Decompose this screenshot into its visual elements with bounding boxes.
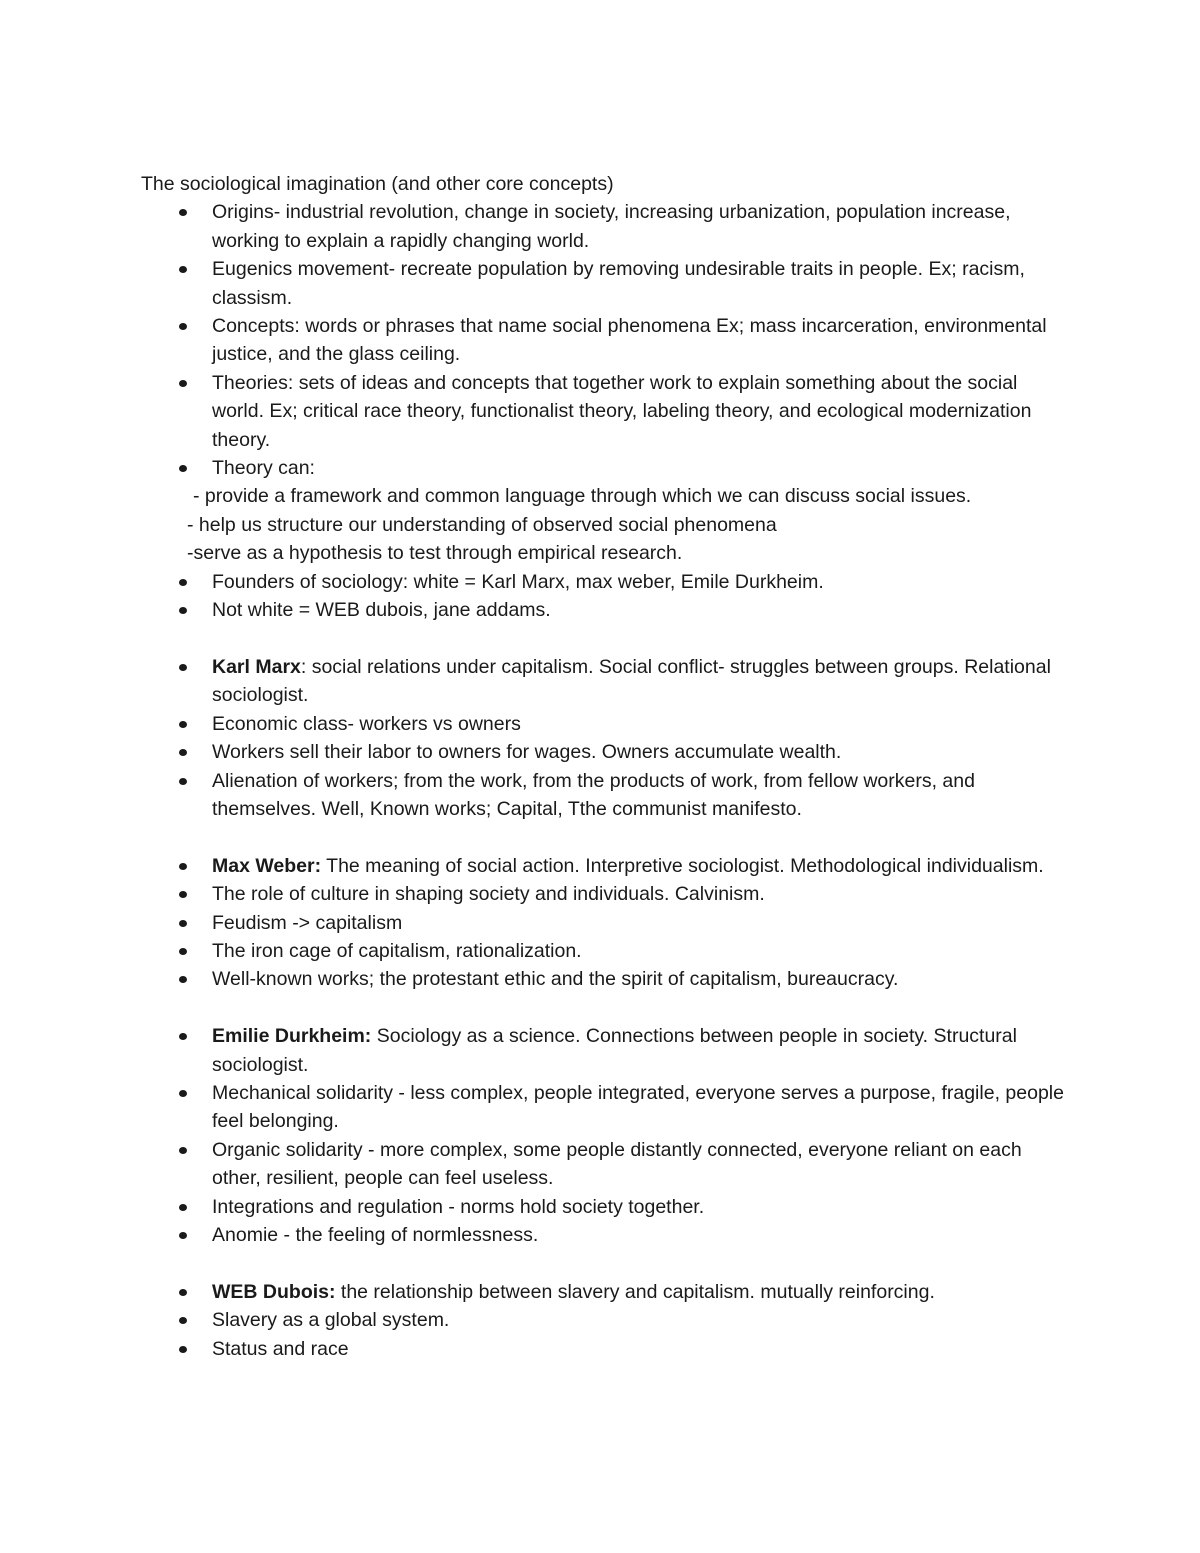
bullet-icon	[179, 721, 187, 728]
theorist-name: Emilie Durkheim:	[212, 1025, 372, 1048]
list-item-text: Integrations and regulation - norms hold society together.	[212, 1195, 705, 1218]
list-item	[141, 1306, 1071, 1334]
list-item-text: Theories: sets of ideas and concepts that together work to explain something about the social world. Ex; critical race theory, functionalist theory, labeling theory, and ecological modernization theory.	[212, 371, 1032, 451]
spacer	[141, 1249, 1071, 1277]
bullet-icon	[179, 380, 187, 387]
list-item-text: Status and race	[212, 1337, 349, 1360]
bullet-icon	[179, 1204, 187, 1211]
spacer	[141, 823, 1071, 851]
theory-point: -serve as a hypothesis to test through empirical research.	[187, 542, 683, 565]
theorist-name: Max Weber:	[212, 854, 322, 877]
bullet-icon	[179, 1289, 187, 1296]
list-item-text: Mechanical solidarity - less complex, people integrated, everyone serves a purpose, fragile, people feel belonging.	[212, 1081, 1064, 1133]
list-item	[141, 653, 1071, 710]
list-item	[141, 1136, 1071, 1193]
list-item	[141, 255, 1071, 312]
bullet-icon	[179, 664, 187, 671]
bullet-icon	[179, 1090, 187, 1097]
bullet-icon	[179, 465, 187, 472]
list-item	[141, 1335, 1071, 1363]
list-item-text: The iron cage of capitalism, rationalization.	[212, 939, 582, 962]
list-item	[141, 198, 1071, 255]
bullet-icon	[179, 863, 187, 870]
list-item	[141, 965, 1071, 993]
bullet-icon	[179, 778, 187, 785]
list-item	[141, 767, 1071, 824]
list-item-text: Theory can:	[212, 457, 315, 480]
bullet-icon	[179, 1317, 187, 1324]
list-item-text: the relationship between slavery and capitalism. mutually reinforcing.	[335, 1280, 935, 1303]
list-item-text: Well-known works; the protestant ethic and the spirit of capitalism, bureaucracy.	[212, 968, 899, 991]
list-item-text: Concepts: words or phrases that name social phenomena Ex; mass incarceration, environmental justice, and the glass ceiling.	[212, 315, 1047, 366]
list-item-text: : social relations under capitalism. Social conflict- struggles between groups. Relational sociologist.	[212, 655, 1051, 707]
list-item-text: Sociology as a science. Connections between people in society. Structural sociologist.	[212, 1025, 1017, 1076]
list-item-text: Founders of sociology: white = Karl Marx, max weber, Emile Durkheim.	[212, 570, 824, 593]
list-item-text: Organic solidarity - more complex, some people distantly connected, everyone reliant on each other, resilient, people can feel useless.	[212, 1138, 1022, 1190]
bullet-icon	[179, 1346, 187, 1353]
bullet-icon	[179, 948, 187, 955]
list-item-text: Slavery as a global system.	[212, 1309, 450, 1332]
spacer	[141, 625, 1071, 653]
spacer	[141, 994, 1071, 1022]
list-item	[141, 1221, 1071, 1249]
bullet-icon	[179, 891, 187, 898]
bullet-icon	[179, 1033, 187, 1040]
theorist-name: Karl Marx	[212, 655, 301, 678]
bullet-icon	[179, 266, 187, 273]
theory-point: - provide a framework and common language through which we can discuss social issues.	[193, 485, 972, 508]
list-item	[141, 710, 1071, 738]
list-item	[141, 312, 1071, 369]
list-item	[141, 909, 1071, 937]
bullet-icon	[179, 579, 187, 586]
list-item	[141, 369, 1071, 454]
list-item-text: Not white = WEB dubois, jane addams.	[212, 599, 551, 622]
document-body	[141, 170, 1071, 1363]
list-item-text: The meaning of social action. Interpretive sociologist. Methodological individualism.	[321, 854, 1044, 877]
bullet-icon	[179, 323, 187, 330]
theorist-name: WEB Dubois:	[212, 1280, 336, 1303]
list-item-text: Economic class- workers vs owners	[212, 712, 521, 735]
list-item	[141, 1193, 1071, 1221]
list-item	[141, 1079, 1071, 1136]
list-item	[141, 880, 1071, 908]
bullet-icon	[179, 920, 187, 927]
theory-point: - help us structure our understanding of observed social phenomena	[187, 513, 777, 536]
list-item-text: Eugenics movement- recreate population by removing undesirable traits in people. Ex; racism, classism.	[212, 258, 1025, 309]
list-item	[141, 937, 1071, 965]
list-item-text: Anomie - the feeling of normlessness.	[212, 1223, 539, 1246]
list-item	[141, 1022, 1071, 1079]
list-item	[141, 454, 1071, 482]
list-item-text: Feudism -> capitalism	[212, 911, 403, 934]
bullet-icon	[179, 749, 187, 756]
list-item	[141, 738, 1071, 766]
bullet-icon	[179, 209, 187, 216]
bullet-icon	[179, 1232, 187, 1239]
document-title: The sociological imagination (and other core concepts)	[141, 173, 614, 195]
bullet-icon	[179, 1147, 187, 1154]
list-item	[141, 568, 1071, 596]
list-item-text: The role of culture in shaping society and individuals. Calvinism.	[212, 883, 765, 906]
list-item	[141, 1278, 1071, 1306]
list-item-text: Workers sell their labor to owners for wages. Owners accumulate wealth.	[212, 741, 842, 764]
list-item-text: Alienation of workers; from the work, from the products of work, from fellow workers, and themselves. Well, Known works; Capital, Tthe communist manifesto.	[212, 769, 975, 820]
bullet-icon	[179, 976, 187, 983]
bullet-icon	[179, 607, 187, 614]
list-item	[141, 596, 1071, 624]
list-item	[141, 852, 1071, 880]
list-item-text: Origins- industrial revolution, change in society, increasing urbanization, population increase, working to explain a rapidly changing world.	[212, 201, 1011, 252]
